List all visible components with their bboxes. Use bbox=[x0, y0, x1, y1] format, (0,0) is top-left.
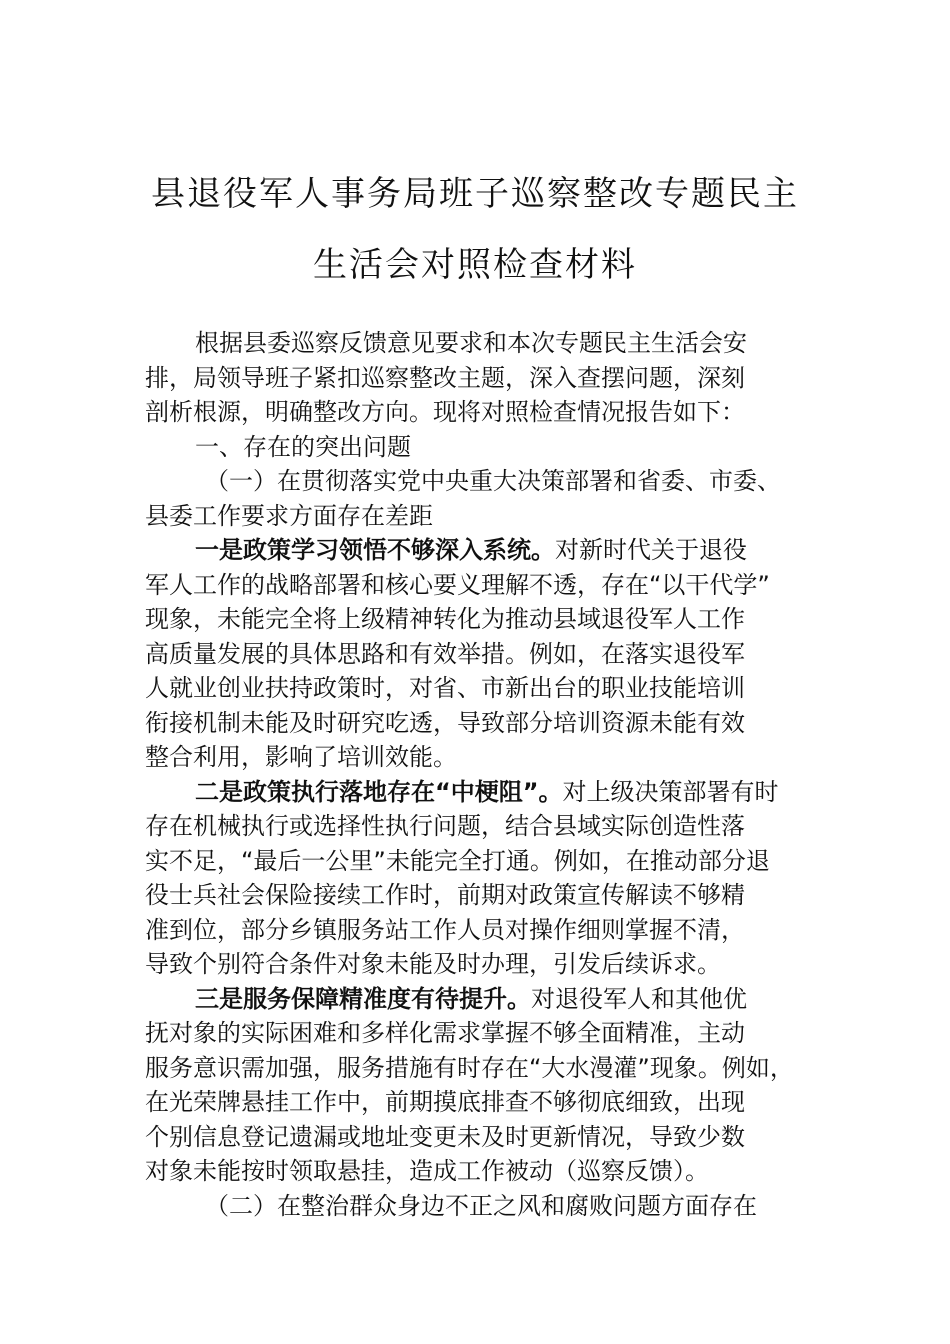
point-1-line: 现象，未能完全将上级精神转化为推动县域退役军人工作 bbox=[145, 605, 745, 633]
point-3-line: 服务意识需加强，服务措施有时存在“大水漫灌”现象。例如， bbox=[145, 1053, 794, 1082]
document-title-line-2: 生活会对照检查材料 bbox=[313, 245, 637, 285]
intro-line: 排，局领导班子紧扣巡察整改主题，深入查摆问题，深刻 bbox=[145, 363, 745, 392]
point-2-line: 导致个别符合条件对象未能及时办理，引发后续诉求。 bbox=[145, 950, 721, 978]
point-1-text: 对新时代关于退役 bbox=[555, 536, 747, 564]
point-1-line: 人就业创业扶持政策时，对省、市新出台的职业技能培训 bbox=[145, 674, 745, 702]
document-body bbox=[145, 326, 820, 1223]
point-1-line: 高质量发展的具体思路和有效举措。例如，在落实退役军 bbox=[145, 639, 745, 668]
point-2-line: 准到位，部分乡镇服务站工作人员对操作细则掌握不清， bbox=[145, 915, 745, 944]
point-3-lead: 三是服务保障精准度有待提升。 bbox=[195, 984, 531, 1013]
point-2-line: 实不足，“最后一公里”未能完全打通。例如，在推动部分退 bbox=[145, 846, 770, 875]
point-2-line: 役士兵社会保险接续工作时，前期对政策宣传解读不够精 bbox=[145, 881, 745, 909]
point-3-text: 对退役军人和其他优 bbox=[531, 984, 747, 1013]
point-1-first-line bbox=[145, 533, 820, 568]
subsection-heading: （二）在整治群众身边不正之风和腐败问题方面存在 bbox=[205, 1191, 757, 1220]
point-1-line: 整合利用，影响了培训效能。 bbox=[145, 743, 457, 771]
point-3-line: 抚对象的实际困难和多样化需求掌握不够全面精准，主动 bbox=[145, 1019, 745, 1047]
point-2-text: 对上级决策部署有时 bbox=[562, 777, 779, 806]
point-3-first-line bbox=[145, 982, 820, 1017]
point-2-lead: 二是政策执行落地存在“中梗阻”。 bbox=[195, 777, 563, 806]
point-1-line: 衔接机制未能及时研究吃透，导致部分培训资源未能有效 bbox=[145, 708, 745, 737]
point-3-line: 对象未能按时领取悬挂，造成工作被动（巡察反馈）。 bbox=[145, 1157, 709, 1185]
section-heading: 一、存在的突出问题 bbox=[195, 432, 411, 461]
point-3-line: 个别信息登记遗漏或地址变更未及时更新情况，导致少数 bbox=[145, 1122, 745, 1151]
point-3-line: 在光荣牌悬挂工作中，前期摸底排查不够彻底细致，出现 bbox=[145, 1088, 745, 1116]
document-title-line-1: 县退役军人事务局班子巡察整改专题民主 bbox=[151, 174, 799, 214]
point-2-line: 存在机械执行或选择性执行问题，结合县域实际创造性落 bbox=[145, 812, 745, 840]
point-2-first-line bbox=[145, 775, 820, 810]
intro-line: 根据县委巡察反馈意见要求和本次专题民主生活会安 bbox=[195, 329, 747, 357]
point-1-lead: 一是政策学习领悟不够深入系统。 bbox=[195, 536, 555, 564]
subsection-heading-continued: 县委工作要求方面存在差距 bbox=[145, 501, 433, 530]
intro-line: 剖析根源，明确整改方向。现将对照检查情况报告如下： bbox=[145, 398, 745, 426]
point-1-line: 军人工作的战略部署和核心要义理解不透，存在“以干代学” bbox=[145, 570, 770, 599]
subsection-heading: （一）在贯彻落实党中央重大决策部署和省委、市委、 bbox=[205, 467, 781, 495]
